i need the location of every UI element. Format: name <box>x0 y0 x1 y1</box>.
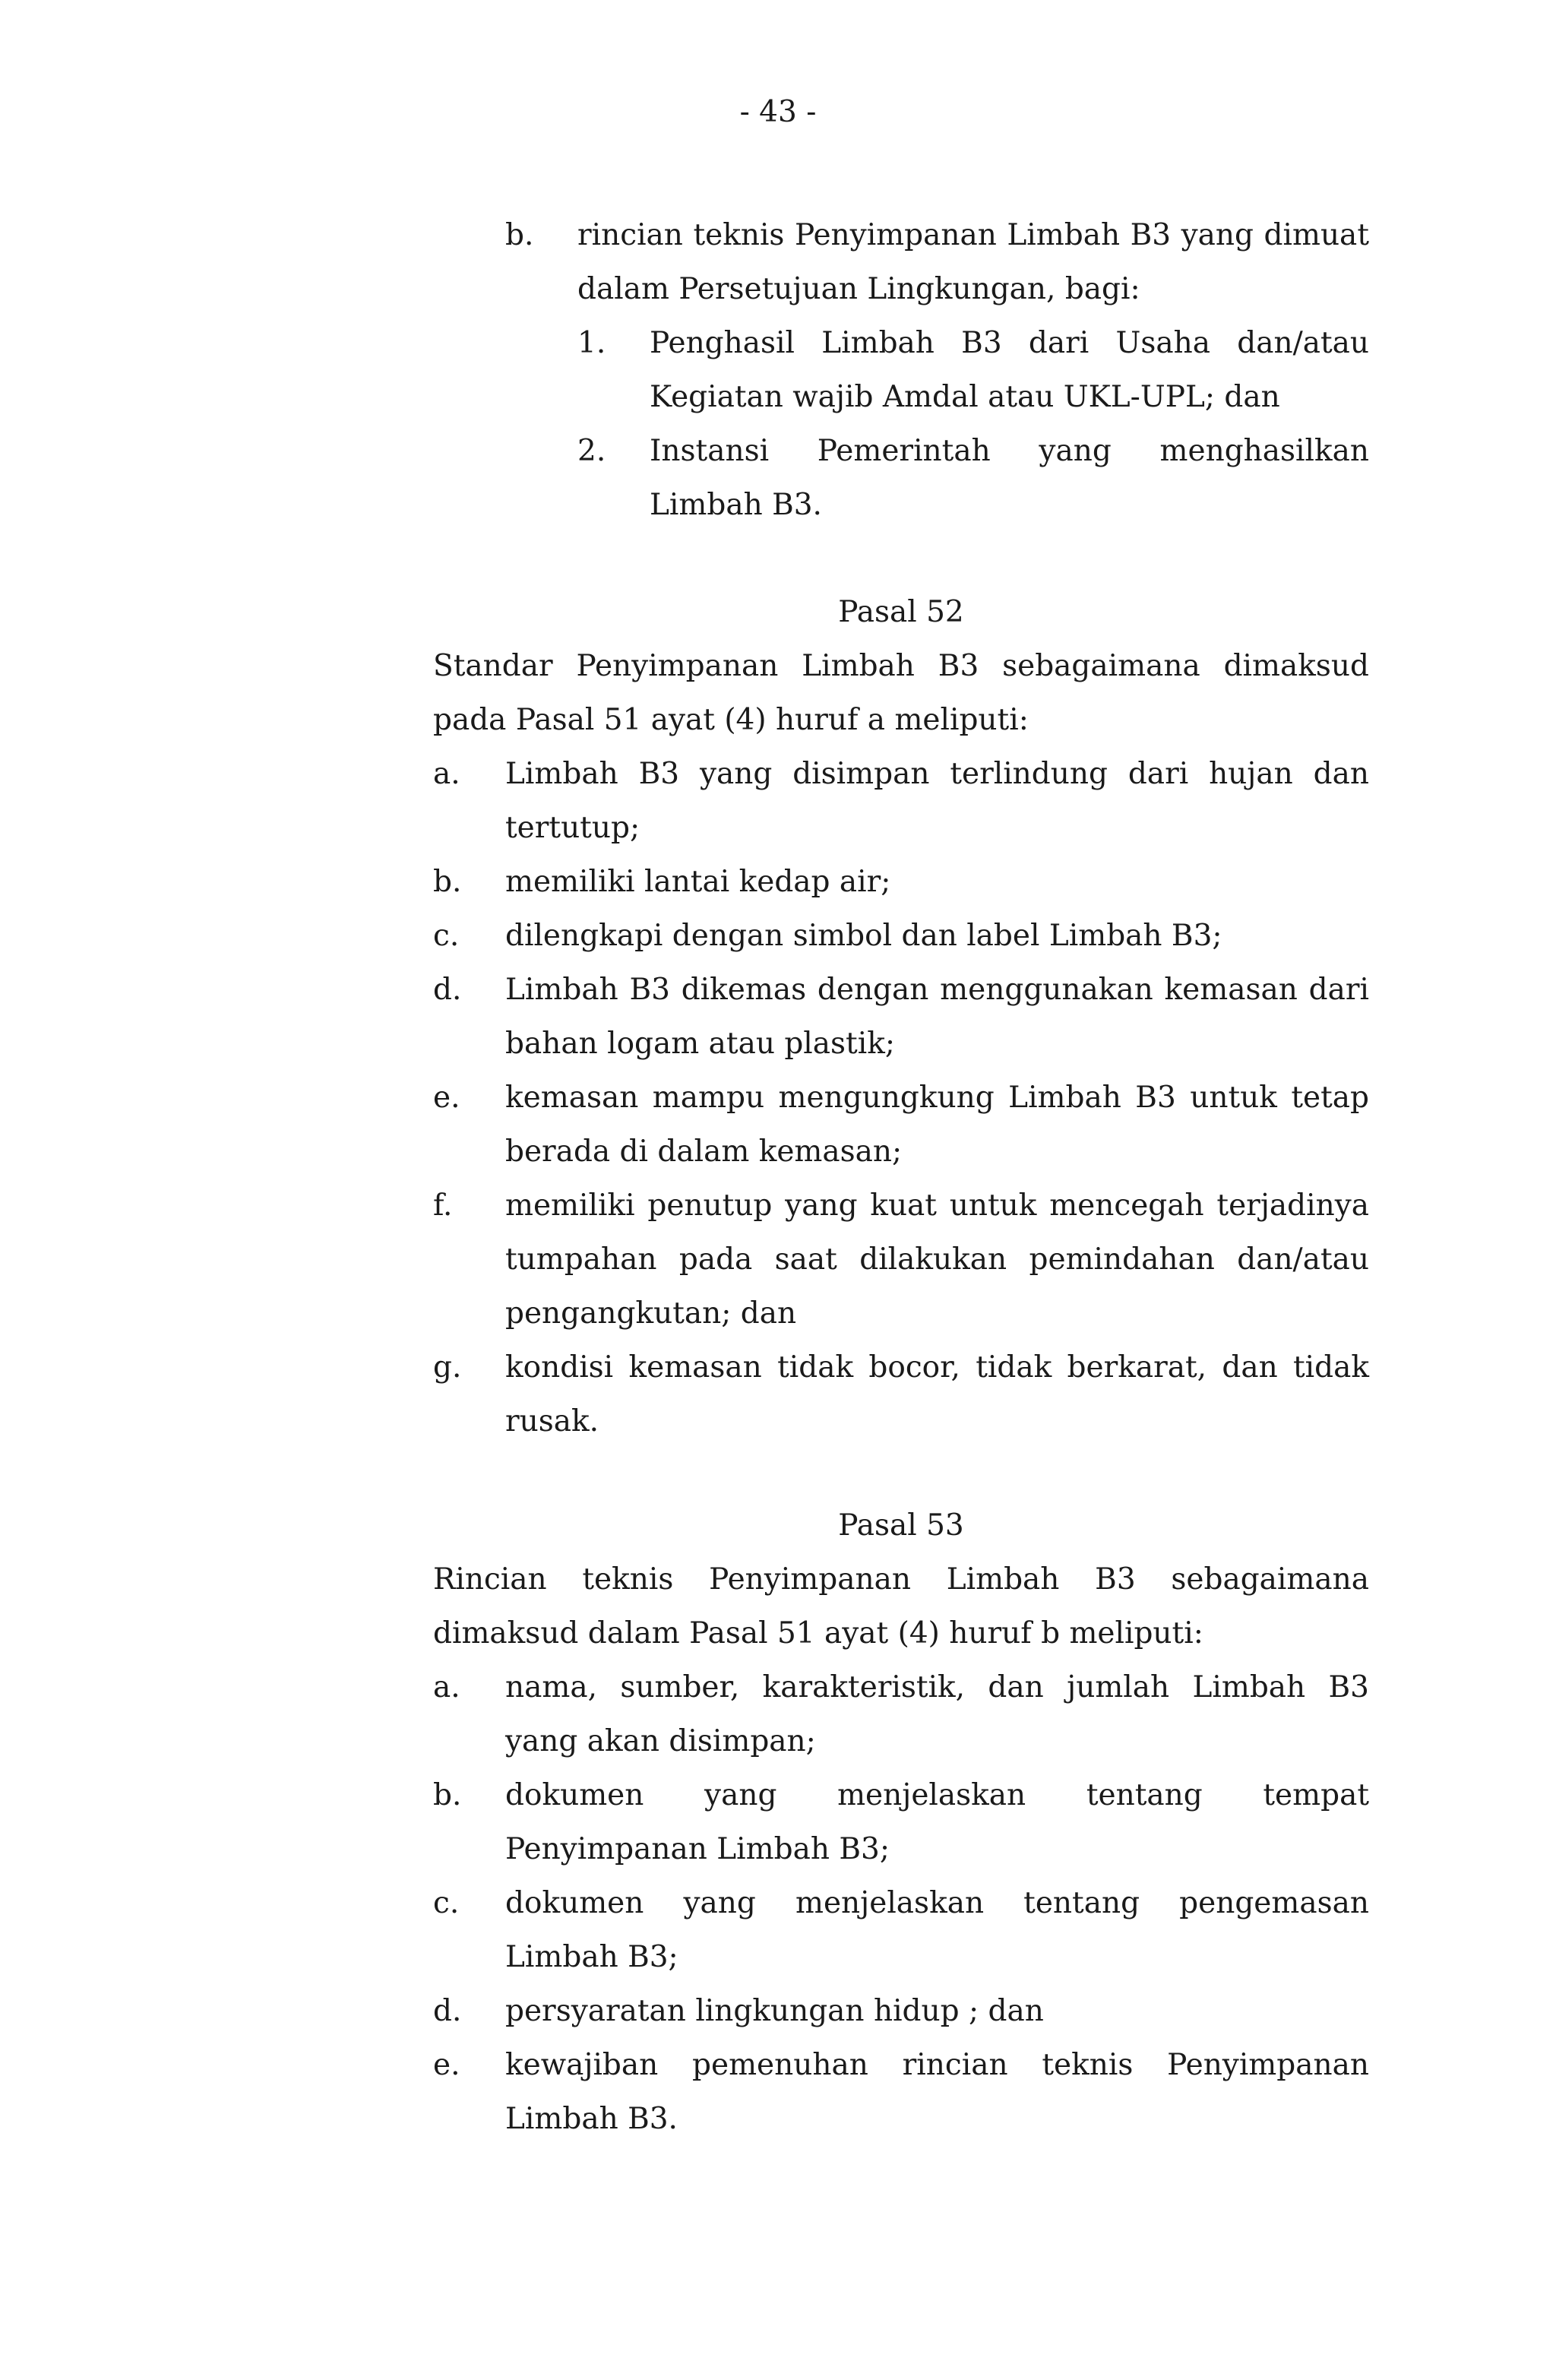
list-item <box>433 747 1369 855</box>
list-item-text: persyaratan lingkungan hidup ; dan <box>505 1994 1044 2028</box>
pasal-53-list <box>433 1660 1369 2146</box>
pasal-52-heading: Pasal 52 <box>838 595 964 629</box>
list-marker: c. <box>433 1886 460 1920</box>
list-item-text: kondisi kemasan tidak bocor, tidak berkarat, dan tidak rusak. <box>505 1350 1369 1438</box>
pasal-53-heading: Pasal 53 <box>838 1508 964 1543</box>
list-item-text: memiliki lantai kedap air; <box>505 865 891 899</box>
list-marker: 1. <box>577 326 606 360</box>
list-marker: g. <box>433 1350 462 1385</box>
list-marker: b. <box>433 1778 462 1812</box>
page-number: - 43 - <box>739 95 817 129</box>
list-marker: 2. <box>577 434 606 468</box>
list-item-text: nama, sumber, karakteristik, dan jumlah Limbah B3 yang akan disimpan; <box>505 1670 1369 1758</box>
list-item <box>433 1876 1369 1984</box>
list-marker: e. <box>433 2048 460 2082</box>
list-marker: d. <box>433 1994 462 2028</box>
list-marker: b. <box>505 218 534 252</box>
list-marker: b. <box>433 865 462 899</box>
list-item <box>433 1179 1369 1340</box>
list-item <box>433 1984 1369 2038</box>
list-item-text: Limbah B3 yang disimpan terlindung dari hujan dan tertutup; <box>505 757 1369 845</box>
list-item-text: kemasan mampu mengungkung Limbah B3 untuk tetap berada di dalam kemasan; <box>505 1081 1369 1169</box>
list-item <box>433 2038 1369 2146</box>
list-marker: f. <box>433 1188 453 1223</box>
list-item-text: Instansi Pemerintah yang menghasilkan Limbah B3. <box>650 434 1369 522</box>
sub-list-item <box>577 424 1369 532</box>
list-item-text: rincian teknis Penyimpanan Limbah B3 yang dimuat dalam Persetujuan Lingkungan, bagi: <box>577 218 1369 306</box>
list-marker: e. <box>433 1081 460 1115</box>
list-item-text: memiliki penutup yang kuat untuk mencegah terjadinya tumpahan pada saat dilakukan pemindahan dan/atau pengangkutan; dan <box>505 1188 1369 1331</box>
list-item <box>433 1071 1369 1179</box>
list-item <box>505 208 1369 316</box>
top-list-item <box>505 208 1369 532</box>
list-item <box>433 1768 1369 1876</box>
list-marker: c. <box>433 919 460 953</box>
list-item-text: kewajiban pemenuhan rincian teknis Penyimpanan Limbah B3. <box>505 2048 1369 2136</box>
list-item-text: Penghasil Limbah B3 dari Usaha dan/atau Kegiatan wajib Amdal atau UKL-UPL; dan <box>650 326 1369 414</box>
pasal-53-intro: Rincian teknis Penyimpanan Limbah B3 sebagaimana dimaksud dalam Pasal 51 ayat (4) huruf b meliputi: <box>433 1562 1369 1650</box>
list-item <box>433 963 1369 1071</box>
list-item-text: Limbah B3 dikemas dengan menggunakan kemasan dari bahan logam atau plastik; <box>505 973 1369 1061</box>
sub-list-item <box>577 316 1369 424</box>
sub-list <box>577 316 1369 532</box>
list-marker: a. <box>433 757 460 791</box>
list-item <box>433 1340 1369 1448</box>
list-item-text: dokumen yang menjelaskan tentang tempat Penyimpanan Limbah B3; <box>505 1778 1369 1866</box>
list-item <box>433 855 1369 909</box>
list-item-text: dilengkapi dengan simbol dan label Limbah B3; <box>505 919 1222 953</box>
list-item <box>433 909 1369 963</box>
list-marker: a. <box>433 1670 460 1704</box>
list-item-text: dokumen yang menjelaskan tentang pengemasan Limbah B3; <box>505 1886 1369 1974</box>
list-item <box>433 1660 1369 1768</box>
pasal-52-list <box>433 747 1369 1448</box>
list-marker: d. <box>433 973 462 1007</box>
pasal-52-intro: Standar Penyimpanan Limbah B3 sebagaimana dimaksud pada Pasal 51 ayat (4) huruf a meliputi: <box>433 649 1369 737</box>
